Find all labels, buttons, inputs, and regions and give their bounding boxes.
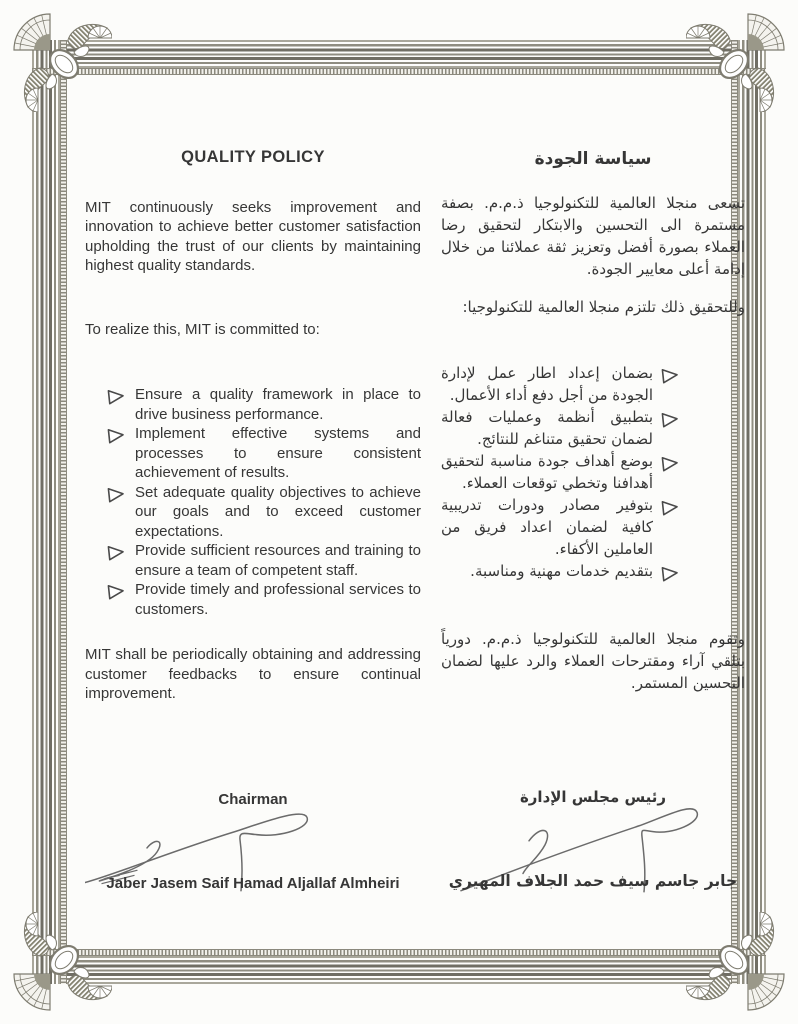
list-item-text: Provide sufficient resources and training to ensure a team of competent staff. [135,542,421,579]
list-item [85,483,421,542]
bullet-arrow-icon [661,450,679,494]
arabic-signatory-name: جابر جاسم سيف حمد الجلاف المهيري [448,872,738,890]
list-item-text: بوضع أهداف جودة مناسبة لتحقيق أهدافنا وتخطي توقعات العملاء. [441,452,653,492]
bullet-arrow-icon [107,541,125,580]
english-signature-block [85,809,421,897]
list-item [441,494,745,560]
document-content [85,140,745,897]
arabic-column [441,140,745,897]
arabic-signatory-title: رئيس مجلس الإدارة [519,788,667,806]
arabic-closing-paragraph: وتقوم منجلا العالمية للتكنولوجيا ذ.م.م. دورياً بتلقي آراء ومقترحات العملاء والرد عليها لضمان التحسين المستمر. [441,630,745,692]
frame-ribbed-strip-bottom [32,949,766,956]
list-item [85,541,421,580]
list-item-text: Set adequate quality objectives to achieve our goals and to exceed customer expectations. [135,483,421,540]
frame-ribbed-strip-top [32,68,766,75]
list-item [441,560,745,588]
bullet-arrow-icon [661,362,679,406]
list-item [441,450,745,494]
list-item-text: بتوفير مصادر ودورات تدريبية كافية لضمان اعداد فريق من العاملين الأكفاء. [441,496,653,558]
english-signatory-name: Jaber Jasem Saif Hamad Aljallaf Almheiri [106,874,400,892]
list-item-text: Implement effective systems and processes to ensure consistent achievement of results. [135,425,421,481]
frame-border-bottom [32,956,766,984]
list-item-text: بتطبيق أنظمة وعمليات فعالة لضمان تحقيق متناغم للنتائج. [441,408,653,448]
frame-ribbed-strip-left [60,40,67,984]
arabic-commitment-lead: وللتحقيق ذلك تلتزم منجلا العالمية للتكنولوجيا: [462,298,745,316]
arabic-policy-list [441,362,745,588]
english-policy-list [85,385,421,619]
list-item-text: بضمان إعداد اطار عمل لإدارة الجودة من أجل دفع أداء الأعمال. [441,364,653,404]
english-column [85,140,421,897]
list-item-text: Ensure a quality framework in place to drive business performance. [135,386,421,423]
list-item-text: بتقديم خدمات مهنية ومناسبة. [470,562,653,580]
arabic-intro-paragraph: تسعى منجلا العالمية للتكنولوجيا ذ.م.م. بصفة مستمرة الى التحسين والابتكار لتحقيق رضا العملاء بصورة أفضل وتعزيز ثقة عملائنا من خلال إدامة أعلى معايير الجودة. [441,194,745,278]
bullet-arrow-icon [107,385,125,424]
shell-ornament-corner-bottom-right-icon [686,912,790,1016]
english-closing-paragraph: MIT shall be periodically obtaining and addressing customer feedbacks to ensure continual improvement. [85,646,421,702]
shell-ornament-corner-top-right-icon [686,8,790,112]
bullet-arrow-icon [107,580,125,619]
list-item [441,406,745,450]
frame-border-left [32,40,60,984]
list-item [85,424,421,483]
bullet-arrow-icon [107,424,125,483]
frame-border-top [32,40,766,68]
list-item [85,580,421,619]
list-item-text: Provide timely and professional services to customers. [135,581,421,618]
list-item [441,362,745,406]
bullet-arrow-icon [661,560,679,588]
english-commitment-lead: To realize this, MIT is committed to: [85,320,320,338]
arabic-signature-block [441,808,745,896]
english-signatory-title: Chairman [218,790,288,808]
bullet-arrow-icon [661,406,679,450]
english-intro-paragraph: MIT continuously seeks improvement and innovation to achieve better customer satisfaction upholding the trust of our clients by maintaining highest quality standards. [85,198,421,274]
arabic-title: سياسة الجودة [534,149,652,169]
list-item [85,385,421,424]
english-title: QUALITY POLICY [181,148,325,166]
shell-ornament-corner-bottom-left-icon [8,912,112,1016]
bullet-arrow-icon [107,483,125,542]
shell-ornament-corner-top-left-icon [8,8,112,112]
bullet-arrow-icon [661,494,679,560]
